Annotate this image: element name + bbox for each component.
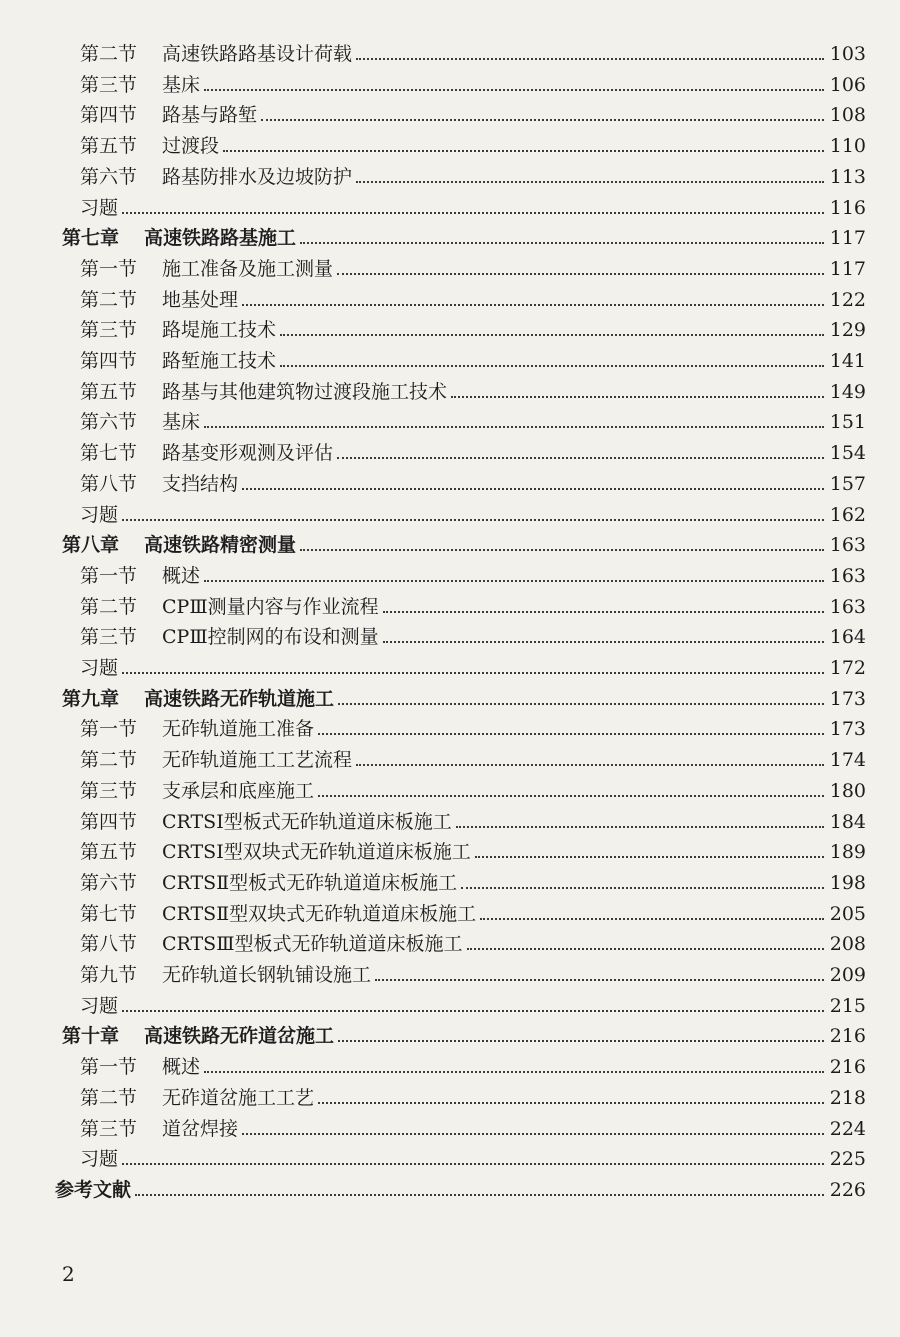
toc-page-number: 226 [829,1178,866,1201]
toc-title: 路基与其他建筑物过渡段施工技术 [162,380,448,403]
toc-title: CPⅢ控制网的布设和测量 [162,626,379,649]
dot-leader [242,1132,824,1135]
toc-number: 第六节 [80,411,138,434]
dot-leader [356,57,824,60]
toc-number: 第一节 [80,257,138,280]
toc-page-number: 117 [829,257,866,280]
toc-page-number: 151 [829,411,866,434]
toc-number: 第二节 [80,288,138,311]
toc-title: 路基防排水及边坡防护 [162,165,353,188]
toc-section-row [80,926,866,956]
toc-number: 第四节 [80,104,138,127]
dot-leader [383,640,824,643]
toc-section-row [80,312,866,342]
toc-title: CRTSⅢ型板式无砟轨道道床板施工 [162,933,463,956]
toc-section-row [80,36,866,66]
dot-leader [338,702,824,705]
toc-section-row [80,804,866,834]
dot-leader [337,456,824,459]
toc-number: 第七章 [62,227,120,250]
toc-section-row [80,466,866,496]
dot-leader [122,1009,824,1012]
toc-number: 第一节 [80,564,138,587]
toc-number: 第七节 [80,442,138,465]
toc-number: 第二节 [80,749,138,772]
toc-title: 路基变形观测及评估 [162,442,334,465]
dot-leader [318,794,824,797]
toc-page-number: 162 [829,503,866,526]
toc-page-number: 163 [829,564,866,587]
toc-title: 地基处理 [162,288,239,311]
toc-title: CRTSⅡ型双块式无砟轨道道床板施工 [162,902,477,925]
toc-page-number: 225 [829,1148,866,1171]
toc-number: 第八节 [80,933,138,956]
toc-page-number: 108 [829,104,866,127]
dot-leader [300,548,824,551]
toc-page-number: 106 [829,73,866,96]
toc-title: 高速铁路路基施工 [144,227,297,250]
toc-page-number: 208 [829,933,866,956]
toc-number: 第十章 [62,1025,120,1048]
dot-leader [337,272,824,275]
dot-leader [456,825,824,828]
dot-leader [356,180,824,183]
toc-section-row [80,589,866,619]
toc-number: 第三节 [80,626,138,649]
toc-page-number: 216 [829,1056,866,1079]
toc-section-row [80,1111,866,1141]
dot-leader [204,425,824,428]
dot-leader [461,886,824,889]
toc-section-row [80,282,866,312]
toc-title: 施工准备及施工测量 [162,257,334,280]
toc-title: CRTSⅡ型板式无砟轨道道床板施工 [162,871,458,894]
toc-number: 第六节 [80,871,138,894]
toc-page-number: 215 [829,994,866,1017]
toc-section-row [80,404,866,434]
toc-chapter-row [62,1018,866,1048]
toc-title: 无砟轨道长钢轨铺设施工 [162,964,372,986]
toc-title: 支挡结构 [162,472,239,495]
toc-number: 第三节 [80,73,138,96]
dot-leader [280,364,824,367]
toc-title: 高速铁路路基设计荷载 [162,43,353,65]
toc-chapter-row [62,681,866,711]
toc-page-number: 180 [829,779,866,802]
toc-exercise-row [80,497,866,527]
toc-title: CPⅢ测量内容与作业流程 [162,595,379,618]
toc-title: 道岔焊接 [162,1117,239,1140]
toc-number: 第三节 [80,779,138,802]
toc-number: 第五节 [80,135,138,158]
toc-title: 过渡段 [162,135,220,158]
dot-leader [318,732,824,735]
dot-leader [480,917,824,920]
dot-leader [122,518,824,521]
toc-section-row [80,834,866,864]
toc-exercise-row [80,1141,866,1171]
dot-leader [204,579,824,582]
toc-number: 第二节 [80,1086,138,1109]
dot-leader [242,303,824,306]
toc-section-row [80,1080,866,1110]
toc-section-row [80,957,866,987]
dot-leader [223,149,824,152]
dot-leader [280,333,824,336]
toc-page-number: 149 [829,380,866,403]
toc-page-number: 173 [829,718,866,741]
dot-leader [300,241,824,244]
dot-leader [475,855,824,858]
toc-section-row [80,251,866,281]
toc-title: 路堑施工技术 [162,350,277,372]
toc-title: 支承层和底座施工 [162,779,315,802]
dot-leader [318,1101,824,1104]
toc-page-number: 218 [829,1086,866,1109]
toc-page-number: 163 [829,595,866,618]
toc-page-number: 157 [829,472,866,495]
toc-page-number: 209 [829,964,866,986]
dot-leader [122,671,824,674]
toc-page-number: 205 [829,902,866,925]
toc-page-number: 164 [829,626,866,649]
toc-page-number: 129 [829,319,866,342]
dot-leader [204,88,824,91]
toc-title: 路基与路堑 [162,104,258,127]
toc-number: 第九章 [62,687,120,710]
toc-number: 第三节 [80,319,138,342]
toc-page-number: 117 [829,227,866,250]
toc-title: 概述 [162,1056,201,1079]
toc-title: 高速铁路无砟道岔施工 [144,1025,335,1048]
dot-leader [356,763,824,766]
toc-page-number: 172 [829,657,866,679]
toc-section-row [80,1049,866,1079]
toc-title: 习题 [80,196,119,219]
dot-leader [135,1193,824,1196]
toc-page-number: 103 [829,43,866,65]
toc-section-row [80,374,866,404]
toc-page-number: 173 [829,687,866,710]
toc-chapter-row [62,527,866,557]
toc-section-row [80,343,866,373]
dot-leader [122,211,824,214]
toc-number: 第五节 [80,380,138,403]
toc-number: 第八节 [80,472,138,495]
toc-page-number: 154 [829,442,866,465]
toc-page-number: 189 [829,841,866,864]
toc-page-number: 174 [829,749,866,772]
toc-title: 习题 [80,994,119,1017]
toc-title: 无砟轨道施工准备 [162,718,315,741]
toc-exercise-row [80,650,866,680]
toc-section-row [80,865,866,895]
toc-section-row [80,896,866,926]
toc-page-number: 122 [829,288,866,311]
toc-chapter-row [62,220,866,250]
toc-section-row [80,97,866,127]
dot-leader [451,395,824,398]
toc-title: 高速铁路精密测量 [144,534,297,557]
toc-number: 第二节 [80,43,138,65]
toc-number: 第三节 [80,1117,138,1140]
toc-page-number: 141 [829,350,866,372]
toc-title: 习题 [80,503,119,526]
toc-section-row [80,742,866,772]
toc-page-number: 224 [829,1117,866,1140]
dot-leader [242,487,824,490]
toc-exercise-row [80,190,866,220]
toc-section-row [80,67,866,97]
toc-number: 第四节 [80,350,138,372]
toc-title: CRTSⅠ型板式无砟轨道道床板施工 [162,810,452,833]
toc-title: CRTSⅠ型双块式无砟轨道道床板施工 [162,841,471,864]
dot-leader [122,1162,824,1165]
toc-exercise-row [80,988,866,1018]
toc-title: 概述 [162,564,201,587]
dot-leader [375,978,824,981]
toc-page-number: 198 [829,871,866,894]
toc-number: 第六节 [80,165,138,188]
toc-number: 第七节 [80,902,138,925]
toc-number: 第一节 [80,1056,138,1079]
toc-title: 习题 [80,1148,119,1171]
toc-section-row [80,558,866,588]
toc-title: 无砟道岔施工工艺 [162,1086,315,1109]
toc-title: 参考文献 [55,1178,132,1201]
toc-title: 基床 [162,73,201,96]
toc-title: 高速铁路无砟轨道施工 [144,687,335,710]
toc-number: 第一节 [80,718,138,741]
toc-section-row [80,619,866,649]
toc-number: 第二节 [80,595,138,618]
toc-section-row [80,773,866,803]
page-number: 2 [62,1262,75,1286]
toc-references-row [55,1172,866,1202]
toc-section-row [80,435,866,465]
toc-page-number: 163 [829,534,866,557]
toc-title: 路堤施工技术 [162,319,277,342]
toc-number: 第五节 [80,841,138,864]
toc-section-row [80,159,866,189]
dot-leader [204,1070,824,1073]
toc-page-number: 216 [829,1025,866,1048]
dot-leader [261,118,824,121]
toc-page-number: 116 [829,196,866,219]
toc-page-number: 110 [829,135,866,158]
toc-title: 习题 [80,657,119,679]
toc-number: 第九节 [80,964,138,986]
dot-leader [467,947,824,950]
toc-number: 第八章 [62,534,120,557]
toc-title: 无砟轨道施工工艺流程 [162,749,353,772]
toc-number: 第四节 [80,810,138,833]
dot-leader [383,610,824,613]
dot-leader [338,1039,824,1042]
toc-page-number: 184 [829,810,866,833]
toc-section-row [80,128,866,158]
toc-title: 基床 [162,411,201,434]
toc-section-row [80,711,866,741]
toc-page-number: 113 [829,165,866,188]
